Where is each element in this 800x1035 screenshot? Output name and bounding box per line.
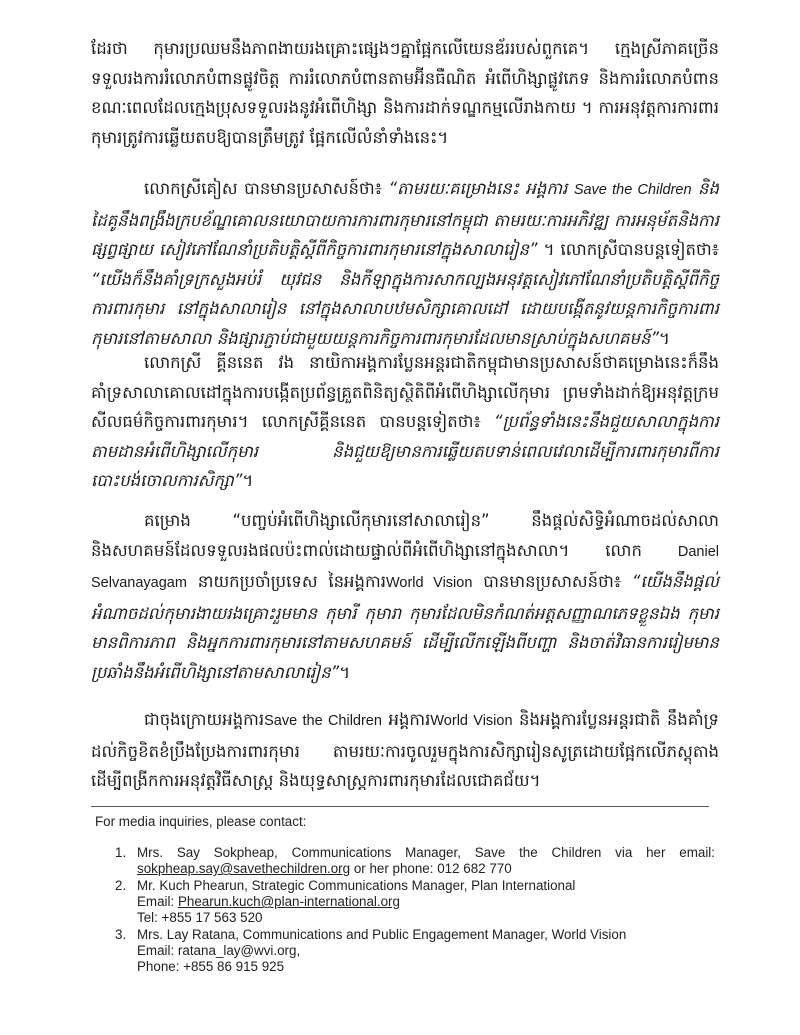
media-contacts-heading: For media inquiries, please contact: — [95, 814, 307, 829]
contact-line: Mr. Kuch Phearun, Strategic Communications Manager, Plan International — [137, 878, 576, 893]
paragraph-text: ។ — [242, 471, 254, 490]
paragraph-text: ដែរថា កុមារប្រឈមនឹងភាពងាយរងគ្រោះផ្សេងៗគ្នាផ្អែកលើយេនឌ័ររបស់ពួកគេ។ ក្មេងស្រីភាគច្រើនទទួលរងការរំលោភបំពានផ្លូវចិត្ត ការរំលោភបំពានតាមអ៊ីនធឺណិត អំពើហិង្សាផ្លូវភេទ និងការរំលោភបំពាន ខណៈពេលដែលក្មេងប្រុសទទួលរងនូវអំពើហិង្សា និងការដាក់ទណ្ឌកម្មលើរាងកាយ ។ ការអនុវត្តការការពារកុមារត្រូវការឆ្លើយតបឱ្យបានត្រឹមត្រូវ ផ្អែកលើលំនាំទាំងនេះ។ — [91, 39, 719, 147]
paragraph-text: បានមានប្រសាសន៍ថា៖ — [472, 572, 632, 591]
paragraph-text: ។ លោកស្រីបានបន្តទៀតថា៖ — [537, 240, 719, 259]
contact-item — [95, 845, 715, 877]
contact-phone: or her phone: 012 682 770 — [350, 861, 512, 876]
contact-email-link[interactable]: Phearun.kuch@plan-international.org — [177, 894, 400, 909]
contact-item — [95, 927, 715, 975]
contact-email: Email: ratana_lay@wvi.org, — [137, 943, 301, 958]
org-name: Save the Children — [573, 182, 692, 198]
paragraph-text: លោកស្រីគៀស បានមានប្រសាសន៍ថា៖ — [144, 179, 389, 198]
contact-line: Mrs. Say Sokpheap, Communications Manager, Save the Children via her email: — [137, 845, 715, 860]
quote-text: និងដៃគូនឹងពង្រឹងក្របខ័ណ្ឌគោលនយោបាយការការពារកុមារនៅកម្ពុជា តាមរយៈការអភិវឌ្ឍ ការអនុម័តនិងការផ្សព្វផ្សាយ សៀវភៅណែនាំប្រតិបត្តិស្តីពីកិច្ចការពារកុមារនៅក្នុងសាលារៀន” — [91, 179, 719, 259]
paragraph-text: អង្គការ — [381, 710, 431, 729]
paragraph-quote-save-the-children — [91, 174, 719, 353]
paragraph-gender-vulnerability — [91, 34, 719, 152]
contact-number: 3. — [115, 927, 127, 942]
org-name: Save the Children — [264, 713, 382, 729]
paragraph-text: គម្រោង “បញ្ចប់អំពើហិង្សាលើកុមារនៅសាលារៀន” នឹងផ្តល់សិទ្ធិអំណាចដល់សាលា និងសហគមន៍ដែលទទួលរងផលប៉ះពាល់ដោយផ្ទាល់ពីអំពើហិង្សានៅក្នុងសាលា។ លោក — [91, 511, 719, 560]
quote-text: “ប្រព័ន្ធទាំងនេះនឹងជួយសាលាក្នុងការតាមដានអំពើហិង្សាលើកុមារ និងជួយឱ្យមានការឆ្លើយតបទាន់ពេលវេលាដើម្បីការពារកុមារពីការបោះបង់ចោលការសិក្សា” — [91, 412, 719, 490]
org-name: World Vision — [385, 575, 473, 591]
quote-text: “តាមរយៈគម្រោងនេះ អង្គការ — [388, 179, 574, 198]
paragraph-text: លោកស្រី គ្គីននេត វង នាយិកាអង្គការប្លែនអន្តរជាតិកម្ពុជាមានប្រសាសន៍ថាគម្រោងនេះក៏នឹងគាំទ្រសាលាគោលដៅក្នុងការបង្កើតប្រព័ន្ធគ្រួតពិនិត្យស្ថិតិពីអំពើហិង្សាលើកុមារ ព្រមទាំងដាក់ឱ្យអនុវត្តក្រមសីលធម៌កិច្ចការពារកុមារ។ លោកស្រីគ្គីននេត បានបន្តទៀតថា៖ — [91, 353, 719, 431]
paragraph-text: ជាចុងក្រោយអង្គការ — [144, 710, 265, 729]
paragraph-quote-world-vision — [91, 506, 719, 687]
quote-text: “យើងក៏នឹងគាំទ្រក្រសួងអប់រំ យុវជន និងកីឡាក្នុងការសាកល្បងអនុវត្តសៀវភៅណែនាំប្រតិបត្តិស្តីពីកិច្ចការពារកុមារ នៅក្នុងសាលារៀន នៅក្នុងសាលាបឋមសិក្សាគោលដៅ ដោយបង្កើតនូវយន្តការកិច្ចការពារកុមារនៅតាមសាលា និងផ្សារភ្ជាប់ជាមួយយន្តការកិច្ចការពារកុមារដែលមានស្រាប់ក្នុងសហគមន៍” — [91, 269, 719, 348]
paragraph-text: ។ — [659, 328, 670, 348]
contact-line: Mrs. Lay Ratana, Communications and Public Engagement Manager, World Vision — [137, 927, 627, 942]
paragraph-text: ។ — [339, 662, 351, 682]
footer-divider — [91, 806, 709, 807]
contact-number: 2. — [115, 878, 127, 893]
contact-phone: Phone: +855 86 915 925 — [137, 959, 285, 974]
quote-text: “យើងនឹងផ្តល់អំណាចដល់កុមារងាយរងគ្រោះរួមមាន កុមារី កុមារា កុមារដែលមិនកំណត់អត្តសញ្ញាណភេទខ្លួនឯង កុមារមានពិការភាព និងអ្នកការពារកុមារនៅតាមសហគមន៍ ដើម្បីលើកឡើងពីបញ្ហា និងចាត់វិធានការរៀមមានប្រឆាំងនឹងអំពើហិង្សានៅតាមសាលារៀន” — [91, 572, 719, 682]
contact-email-link[interactable]: sokpheap.say@savethechildren.org — [137, 861, 351, 876]
paragraph-text: និងអង្គការប្លែនអន្តរជាតិ នឹងគាំទ្រដល់កិច្ចខិតខំប្រឹងប្រែងការពារកុមារ តាមរយៈការចូលរួមក្នុងការសិក្សារៀនសូត្រដោយផ្អែកលើភស្តុតាង ដើម្បីពង្រីកការអនុវត្តវិធីសាស្ត្រ និងយុទ្ធសាស្ត្រការពារកុមារដែលជោគជ័យ។ — [91, 710, 719, 790]
contact-line — [137, 861, 715, 877]
paragraph-conclusion — [91, 705, 719, 796]
org-name: World Vision — [430, 713, 513, 729]
contact-phone: Tel: +855 17 563 520 — [137, 910, 263, 925]
media-contacts — [95, 814, 715, 975]
paragraph-text: នាយកប្រចាំប្រទេស នៃអង្គការ — [186, 572, 386, 591]
contact-item — [95, 878, 715, 926]
contact-line — [137, 894, 715, 910]
contact-number: 1. — [115, 845, 127, 860]
paragraph-quote-plan-international — [91, 348, 719, 496]
person-name: Daniel Selvanayagam — [91, 543, 719, 591]
contact-email-label: Email: — [137, 894, 178, 909]
